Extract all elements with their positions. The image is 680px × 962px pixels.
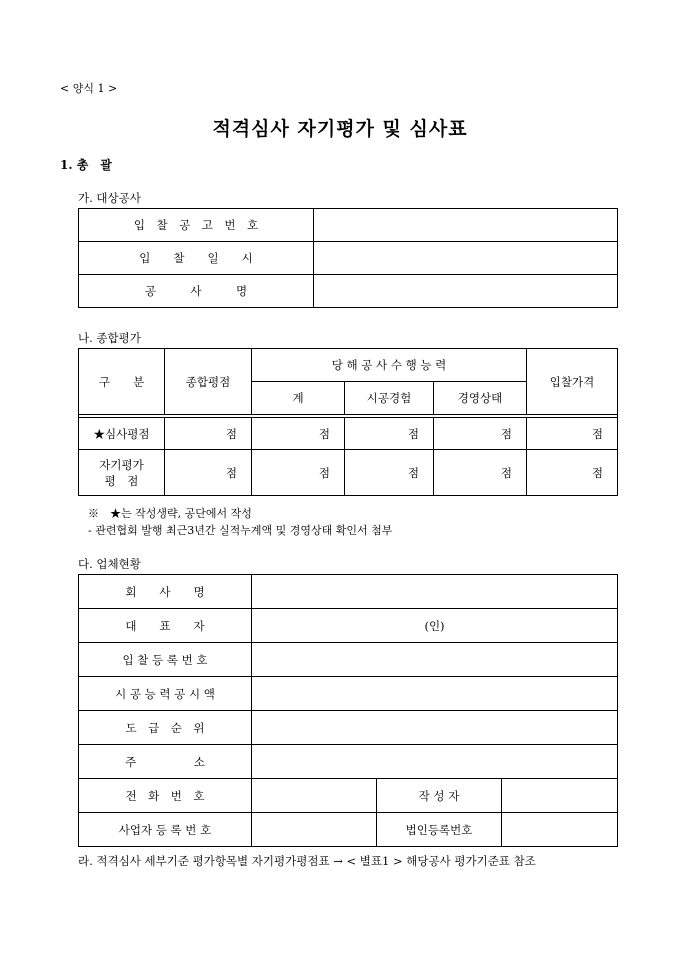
header-ability: 당 해 공 사 수 행 능 력 bbox=[252, 349, 527, 382]
label-contract-rank: 도 급 순 위 bbox=[79, 711, 252, 745]
value-phone-number[interactable] bbox=[252, 779, 377, 813]
value-representative-seal[interactable]: (인) bbox=[252, 609, 618, 643]
note-line-2: - 관련협회 발행 최근3년간 실적누계액 및 경영상태 확인서 첨부 bbox=[88, 524, 393, 537]
review-management-unit: 점 bbox=[434, 418, 527, 450]
label-project-name: 공 사 명 bbox=[79, 275, 314, 308]
value-contract-rank[interactable] bbox=[252, 711, 618, 745]
value-bid-notice-number[interactable] bbox=[314, 209, 618, 242]
self-sum-unit: 점 bbox=[252, 450, 345, 496]
label-bid-notice-number: 입 찰 공 고 번 호 bbox=[79, 209, 314, 242]
value-project-name[interactable] bbox=[314, 275, 618, 308]
label-representative: 대 표 자 bbox=[79, 609, 252, 643]
review-total-unit: 점 bbox=[165, 418, 252, 450]
header-sum: 계 bbox=[252, 382, 345, 415]
label-business-registration-number: 사업자 등 록 번 호 bbox=[79, 813, 252, 847]
label-company-name: 회 사 명 bbox=[79, 575, 252, 609]
self-score-label-line1: 자기평가 bbox=[99, 457, 144, 472]
value-bid-datetime[interactable] bbox=[314, 242, 618, 275]
row-review-score-label: ★심사평점 bbox=[79, 418, 165, 450]
value-bid-registration-number[interactable] bbox=[252, 643, 618, 677]
company-status-table bbox=[78, 574, 618, 847]
label-writer: 작 성 자 bbox=[377, 779, 502, 813]
value-company-name[interactable] bbox=[252, 575, 618, 609]
form-label: < 양식 1 > bbox=[60, 82, 118, 95]
note-line-1: ※ ★는 작성생략, 공단에서 작성 bbox=[88, 507, 252, 520]
value-corporate-registration-number[interactable] bbox=[502, 813, 618, 847]
section-ga-heading: 가. 대상공사 bbox=[78, 191, 141, 205]
label-phone-number: 전 화 번 호 bbox=[79, 779, 252, 813]
self-total-unit: 점 bbox=[165, 450, 252, 496]
value-writer[interactable] bbox=[502, 779, 618, 813]
label-bid-datetime: 입 찰 일 시 bbox=[79, 242, 314, 275]
section-da-heading: 다. 업체현황 bbox=[78, 557, 141, 571]
review-bid-price-unit: 점 bbox=[527, 418, 618, 450]
value-construction-capacity[interactable] bbox=[252, 677, 618, 711]
section-1-heading: 1. 총 괄 bbox=[60, 158, 112, 172]
header-gubun: 구 분 bbox=[79, 349, 165, 415]
label-address: 주 소 bbox=[79, 745, 252, 779]
self-bid-price-unit: 점 bbox=[527, 450, 618, 496]
header-management-status: 경영상태 bbox=[434, 382, 527, 415]
header-bid-price: 입찰가격 bbox=[527, 349, 618, 415]
section-ra-reference: 라. 적격심사 세부기준 평가항목별 자기평가평점표 → < 별표1 > 해당공사 평가기준표 참조 bbox=[78, 854, 536, 868]
review-sum-unit: 점 bbox=[252, 418, 345, 450]
row-self-score-label bbox=[79, 450, 165, 496]
label-corporate-registration-number: 법인등록번호 bbox=[377, 813, 502, 847]
self-experience-unit: 점 bbox=[345, 450, 434, 496]
self-management-unit: 점 bbox=[434, 450, 527, 496]
value-business-registration-number[interactable] bbox=[252, 813, 377, 847]
review-experience-unit: 점 bbox=[345, 418, 434, 450]
section-na-heading: 나. 종합평가 bbox=[78, 331, 141, 345]
target-project-table bbox=[78, 208, 618, 308]
overall-evaluation-table bbox=[78, 348, 618, 496]
label-bid-registration-number: 입 찰 등 록 번 호 bbox=[79, 643, 252, 677]
self-score-label-line2: 평 점 bbox=[104, 473, 139, 488]
page-title: 적격심사 자기평가 및 심사표 bbox=[212, 118, 468, 140]
value-address[interactable] bbox=[252, 745, 618, 779]
header-construction-experience: 시공경험 bbox=[345, 382, 434, 415]
label-construction-capacity: 시 공 능 력 공 시 액 bbox=[79, 677, 252, 711]
header-total-score: 종합평점 bbox=[165, 349, 252, 415]
